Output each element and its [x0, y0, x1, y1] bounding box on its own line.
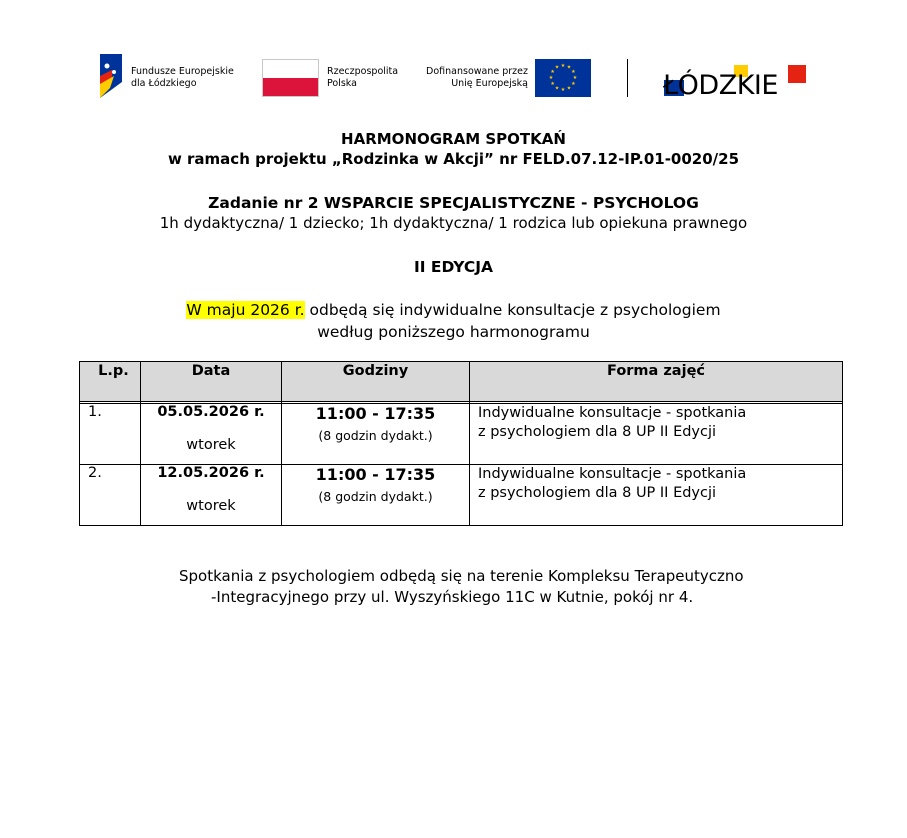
cell-form [470, 404, 843, 465]
svg-text:★: ★ [550, 69, 555, 75]
svg-text:★: ★ [572, 75, 578, 81]
svg-text:★: ★ [560, 63, 566, 69]
table-header-row [80, 362, 843, 402]
lodzkie-region-logo [661, 60, 811, 100]
date-value: 12.05.2026 r. [157, 465, 265, 481]
eu-logo-line2: Unię Europejską [451, 78, 528, 89]
cell-form [470, 465, 843, 526]
hours-note: (8 godzin dydakt.) [318, 489, 433, 504]
cell-lp: 2. [80, 465, 141, 526]
fe-logo-text [131, 66, 234, 90]
hours-value: 11:00 - 17:35 [315, 404, 436, 423]
svg-text:★: ★ [550, 81, 555, 87]
svg-text:★: ★ [560, 87, 566, 93]
location-line2: -Integracyjnego przy ul. Wyszyńskiego 11C w Kutnie, pokój nr 4. [211, 588, 694, 606]
form-line2: z psychologiem dla 8 UP II Edycji [478, 485, 717, 501]
form-line2: z psychologiem dla 8 UP II Edycji [478, 424, 717, 440]
title-line2: w ramach projektu „Rodzinka w Akcji” nr FELD.07.12-IP.01-0020/25 [167, 150, 740, 168]
cell-date [141, 465, 282, 526]
fundusze-europejskie-logo-icon [98, 52, 124, 100]
eu-logo-text [410, 66, 528, 90]
table-row [80, 404, 843, 465]
day-value: wtorek [186, 437, 236, 453]
cell-lp: 1. [80, 404, 141, 465]
svg-text:★: ★ [554, 85, 560, 92]
polish-flag-icon [262, 59, 319, 97]
edition-heading: II EDYCJA [413, 258, 494, 276]
cell-hours [282, 465, 470, 526]
intro-paragraph [0, 299, 907, 343]
intro-line2: według poniższego harmonogramu [317, 323, 590, 341]
rp-logo-line2: Polska [327, 78, 357, 89]
cell-hours [282, 404, 470, 465]
task-subtitle: 1h dydaktyczna/ 1 dziecko; 1h dydaktyczna/ 1 rodzica lub opiekuna prawnego [159, 214, 748, 232]
form-line1: Indywidualne konsultacje - spotkania [478, 405, 747, 421]
schedule-table [79, 361, 843, 526]
hours-value: 11:00 - 17:35 [315, 465, 436, 484]
column-header-date: Data [141, 362, 282, 402]
svg-text:★: ★ [571, 69, 576, 75]
svg-text:★: ★ [554, 64, 560, 71]
intro-text: odbędą się indywidualne konsultacje z psychologiem [304, 301, 721, 319]
logo-bar [0, 50, 907, 102]
fe-logo-line1: Fundusze Europejskie [131, 66, 234, 77]
rp-logo-line1: Rzeczpospolita [327, 66, 399, 77]
svg-text:★: ★ [548, 75, 554, 81]
svg-text:★: ★ [566, 64, 572, 71]
svg-text:★: ★ [571, 81, 576, 87]
intro-highlight: W maju 2026 r. [186, 301, 305, 319]
column-header-hours: Godziny [282, 362, 470, 402]
task-title: Zadanie nr 2 WSPARCIE SPECJALISTYCZNE - PSYCHOLOG [208, 194, 699, 212]
rp-logo-text [327, 66, 398, 90]
document-title [0, 129, 907, 169]
svg-text:★: ★ [566, 85, 572, 92]
fe-logo-line2: dla Łódzkiego [131, 78, 197, 89]
eu-flag-icon [535, 59, 591, 97]
hours-note: (8 godzin dydakt.) [318, 428, 433, 443]
lodzkie-logo-text: ŁÓDZKIE [663, 70, 778, 100]
day-value: wtorek [186, 498, 236, 514]
cell-date [141, 404, 282, 465]
form-line1: Indywidualne konsultacje - spotkania [478, 466, 747, 482]
eu-logo-line1: Dofinansowane przez [426, 66, 528, 77]
title-line1: HARMONOGRAM SPOTKAŃ [341, 130, 566, 148]
location-line1: Spotkania z psychologiem odbędą się na terenie Kompleksu Terapeutyczno [179, 567, 744, 585]
date-value: 05.05.2026 r. [157, 404, 265, 420]
column-header-form: Forma zajęć [470, 362, 843, 402]
column-header-lp: L.p. [80, 362, 141, 402]
table-row [80, 465, 843, 526]
logo-divider [627, 59, 628, 97]
